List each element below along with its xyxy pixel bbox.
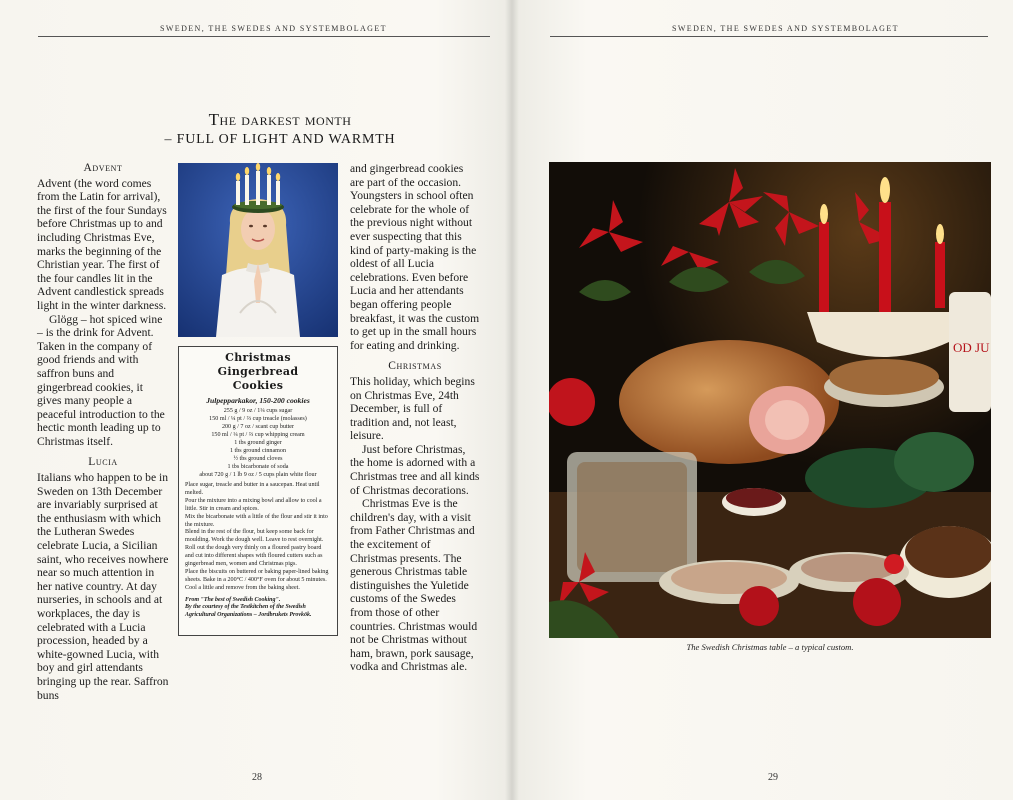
ingredient: 255 g / 9 oz / 1¼ cups sugar [223,408,293,414]
christmas-paragraph-2: Just before Christmas, the home is adorned with a Christmas tree and all kinds of Christmas decorations. [350,442,480,497]
recipe-source [185,597,331,620]
ingredient: 200 g / 7 oz / scant cup butter [221,424,295,430]
heading-line-2: – FULL OF LIGHT AND WARMTH [164,132,396,147]
header-rule-left [38,36,490,37]
christmas-paragraph-3: Christmas Eve is the children's day, with a visit from Father Christmas and the excitement of Christmas presents. The generous Christmas table distinguishes the Yuletide customs of the Swedes from those of other countries. Christmas would not be Christmas without ham, brawn, pork sausage, vodka and Christmas ale. [350,497,478,674]
page-number-right: 29 [768,772,778,783]
recipe-ingredients [185,407,331,479]
recipe-box [178,346,338,636]
recipe-subtitle: Julpepparkakor, 150-200 cookies [206,396,310,405]
chapter-heading [130,110,430,150]
christmas-heading: Christmas [388,360,442,373]
lucia-photo [178,163,338,337]
advent-paragraph-2: Glögg – hot spiced wine – is the drink for Advent. Taken in the company of good friends and with saffron buns and gingerbread cookies, it gives many people a peaceful introduction to the hectic month leading up to Christmas itself. [37,312,165,448]
page-number-left: 28 [252,772,262,783]
ingredient: 1 tbs ground ginger [234,440,282,446]
christmas-table-illustration [549,162,991,638]
recipe-step: Pour the mixture into a mixing bowl and allow to cool a little. Stir in cream and spices. [185,497,322,512]
ingredient: 150 ml / ¼ pt / ⅔ cup whipping cream [211,432,305,438]
ingredient: 1 tbs bicarbonate of soda [227,464,289,470]
running-head-left: SWEDEN, THE SWEDES AND SYSTEMBOLAGET [160,24,387,33]
recipe-step: Mix the bicarbonate with a little of the flour and stir it into the mixture. [185,513,328,528]
advent-paragraph-1: Advent (the word comes from the Latin for arrival), the first of the four Sundays before Christmas up to and including Christmas Eve, marks the beginning of the Christian year. The first of the four candles lit in the Advent candlestick spreads light in the winter darkness. [37,176,167,312]
christmas-paragraph-1: This holiday, which begins on Christmas Eve, 24th December, is full of tradition and, not least, leisure. [350,374,475,443]
running-head-right: SWEDEN, THE SWEDES AND SYSTEMBOLAGET [672,24,899,33]
recipe-step: Place the biscuits on buttered or baking paper-lined baking sheets. Bake in a 200°C / 400°F oven for about 5 minutes. [185,568,329,583]
text-column-1 [37,162,169,702]
text-column-3 [350,162,480,674]
recipe-step: Roll out the dough very thinly on a floured pastry board and cut into different shapes with floured cutters such as gingerbread men, women and Christmas pigs. [185,545,323,568]
lucia-paragraph: Italians who happen to be in Sweden on 13th December are invariably surprised at the enthusiasm with which the Lutheran Swedes celebrate Lucia, a Sicilian saint, who receives nowhere near so much attention in her native country. At day nurseries, in schools and at workplaces, the day is celebrated with a Lucia procession, headed by a white-gowned Lucia, with boy and girl attendants bringing up the rear. Saffron buns [37,471,169,702]
recipe-step: Blend in the rest of the flour, but keep some back for moulding. Work the dough well. Leave to rest overnight. [185,529,324,544]
lucia-illustration [178,163,338,337]
recipe-source-line-1: From "The best of Swedish Cooking". [185,596,281,603]
ingredient: 150 ml / ¼ pt / ⅔ cup treacle (molasses) [209,416,307,422]
lucia-continued: and gingerbread cookies are part of the occasion. Youngsters in school often celebrate for the whole of the previous night without ever suspecting that this kind of party-making is the oldest of all Lucia celebrations. Even before Lucia and her attendants began offering people breakfast, it was the custom to get up in the small hours for eating and drinking. [350,162,480,352]
header-rule-right [550,36,988,37]
recipe-title-line-1: Christmas Gingerbread [217,351,299,378]
ingredient: ½ tbs ground cloves [233,456,283,462]
right-page [512,0,1013,800]
recipe-source-line-2: By the courtesy of the Testkitchen of the Swedish Agricultural Organizations – Jordbrukets Provkök. [185,604,312,618]
recipe-step: Cool a little and remove from the baking sheet. [185,584,300,591]
advent-heading: Advent [83,162,123,174]
lucia-heading: Lucia [88,456,118,469]
recipe-title-line-2: Cookies [232,379,284,392]
christmas-table-photo [549,162,991,638]
recipe-steps [185,482,331,593]
jug-text: OD JU [953,340,990,355]
ingredient: 1 tbs ground cinnamon [229,448,287,454]
photo-caption: The Swedish Christmas table – a typical custom. [686,642,854,652]
ingredient: about 720 g / 1 lb 9 oz / 5 cups plain white flour [199,472,317,478]
recipe-step: Place sugar, treacle and butter in a saucepan. Heat until melted. [185,482,320,496]
heading-line-1: The darkest month [208,110,352,129]
